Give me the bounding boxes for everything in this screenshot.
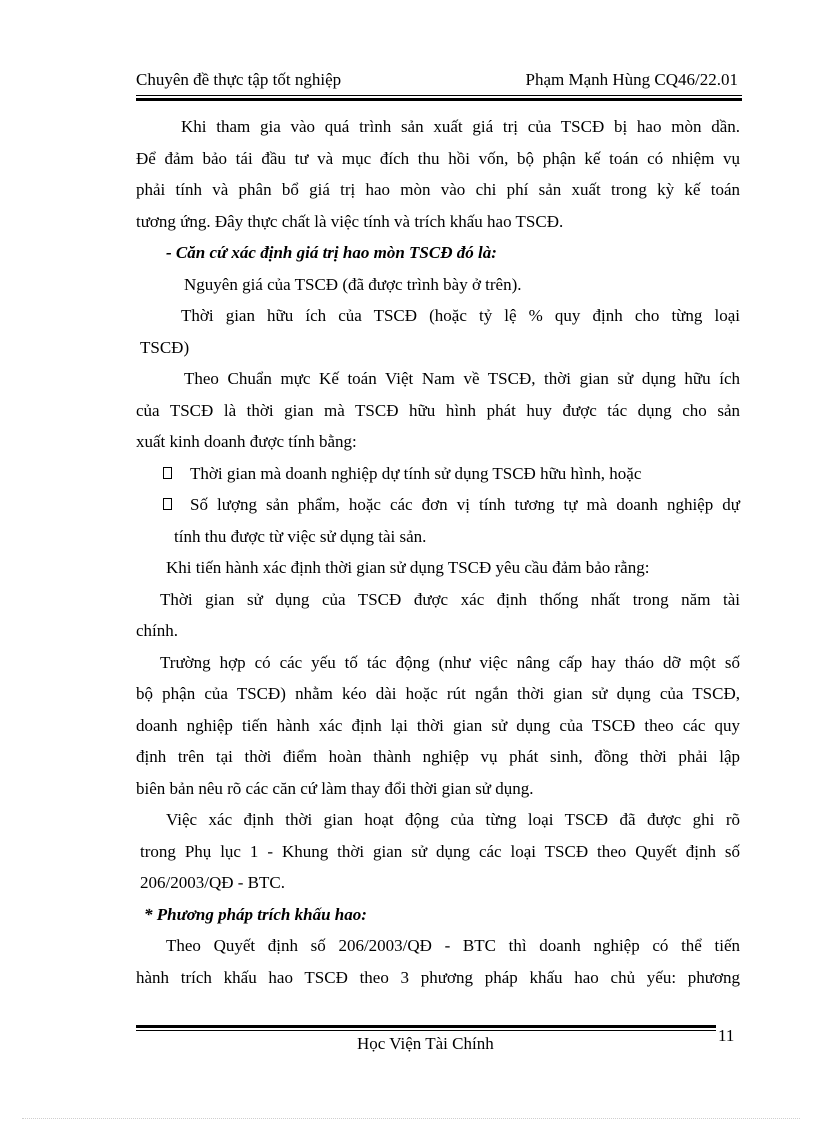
header-author: Phạm Mạnh Hùng CQ46/22.01 <box>525 70 738 89</box>
text-line: hành trích khấu hao TSCĐ theo 3 phương pháp khấu hao chủ yếu: phương <box>136 967 740 987</box>
paragraph-8 <box>136 804 740 899</box>
text-line: định trên tại thời điểm hoàn thành nghiệp vụ phát sinh, đồng thời phải lập <box>136 747 740 766</box>
text-line: Trường hợp có các yếu tố tác động (như việc nâng cấp hay tháo dỡ một số <box>160 652 740 672</box>
text-line: bộ phận của TSCĐ) nhằm kéo dài hoặc rút ngắn thời gian sử dụng của TSCĐ, <box>136 684 740 703</box>
text-line: Khi tham gia vào quá trình sản xuất giá trị của TSCĐ bị hao mòn dần. <box>181 117 740 136</box>
header-title: Chuyên đề thực tập tốt nghiệp <box>136 70 342 89</box>
paragraph-5 <box>136 552 740 584</box>
heading-text: - Căn cứ xác định giá trị hao mòn TSCĐ đó là: <box>166 243 497 262</box>
text-line: Để đảm bảo tái đầu tư và mục đích thu hồi vốn, bộ phận kế toán có nhiệm vụ <box>136 148 740 168</box>
paragraph-7 <box>136 647 740 805</box>
bullet-item-2-continued <box>136 521 740 553</box>
checkbox-bullet-icon <box>163 498 172 510</box>
text-line: TSCĐ) <box>140 337 190 357</box>
header-rule-thin <box>136 95 742 96</box>
paragraph-2 <box>136 269 740 301</box>
page-number: 11 <box>718 1026 735 1045</box>
bullet-item-1 <box>136 458 740 490</box>
paragraph-1 <box>136 111 740 237</box>
text-line: Theo Chuẩn mực Kế toán Việt Nam về TSCĐ, thời gian sử dụng hữu ích <box>184 369 740 388</box>
text-line: xuất kinh doanh được tính bằng: <box>136 432 357 451</box>
text-line: Thời gian hữu ích của TSCĐ (hoặc tỷ lệ % quy định cho từng loại <box>181 306 740 325</box>
text-line: Số lượng sản phẩm, hoặc các đơn vị tính tương tự mà doanh nghiệp dự <box>190 495 740 514</box>
text-line: tính thu được từ việc sử dụng tài sản. <box>174 526 427 546</box>
text-line: Khi tiến hành xác định thời gian sử dụng TSCĐ yêu cầu đảm bảo rằng: <box>166 558 650 577</box>
text-line: tương ứng. Đây thực chất là việc tính và trích khấu hao TSCĐ. <box>136 211 564 231</box>
heading-text: * Phương pháp trích khấu hao: <box>144 904 367 924</box>
checkbox-bullet-icon <box>163 467 172 479</box>
section-heading-basis <box>136 237 740 269</box>
footer-rule-thick <box>136 1025 716 1028</box>
text-line: phải tính và phân bổ giá trị hao mòn vào chi phí sản xuất trong kỳ kế toán <box>136 180 740 199</box>
bullet-item-2 <box>136 489 740 521</box>
text-line: biên bản nêu rõ các căn cứ làm thay đổi thời gian sử dụng. <box>136 778 534 798</box>
text-line: doanh nghiệp tiến hành xác định lại thời gian sử dụng của TSCĐ theo các quy <box>136 715 740 735</box>
text-line: Theo Quyết định số 206/2003/QĐ - BTC thì doanh nghiệp có thể tiến <box>166 936 740 955</box>
text-line: của TSCĐ là thời gian mà TSCĐ hữu hình phát huy được tác dụng cho sản <box>136 400 740 420</box>
text-line: chính. <box>136 621 179 640</box>
text-line: Nguyên giá của TSCĐ (đã được trình bày ở trên). <box>184 274 522 294</box>
text-line: Thời gian mà doanh nghiệp dự tính sử dụng TSCĐ hữu hình, hoặc <box>190 463 642 483</box>
header-rule-thick <box>136 98 742 101</box>
paragraph-3 <box>136 300 740 363</box>
page-header <box>136 70 740 94</box>
paragraph-6 <box>136 584 740 647</box>
text-line: Việc xác định thời gian hoạt động của từng loại TSCĐ đã được ghi rõ <box>166 810 740 829</box>
paragraph-4 <box>136 363 740 458</box>
body-text <box>136 111 740 993</box>
text-line: Thời gian sử dụng của TSCĐ được xác định thống nhất trong năm tài <box>160 589 740 609</box>
page-boundary-dotted-line <box>22 1118 800 1119</box>
section-heading-method <box>136 899 740 931</box>
text-line: 206/2003/QĐ - BTC. <box>140 873 285 892</box>
footer-institution: Học Viện Tài Chính <box>357 1034 494 1053</box>
text-line: trong Phụ lục 1 - Khung thời gian sử dụng các loại TSCĐ theo Quyết định số <box>140 841 740 861</box>
paragraph-9 <box>136 930 740 993</box>
footer-rule-thin <box>136 1030 716 1031</box>
